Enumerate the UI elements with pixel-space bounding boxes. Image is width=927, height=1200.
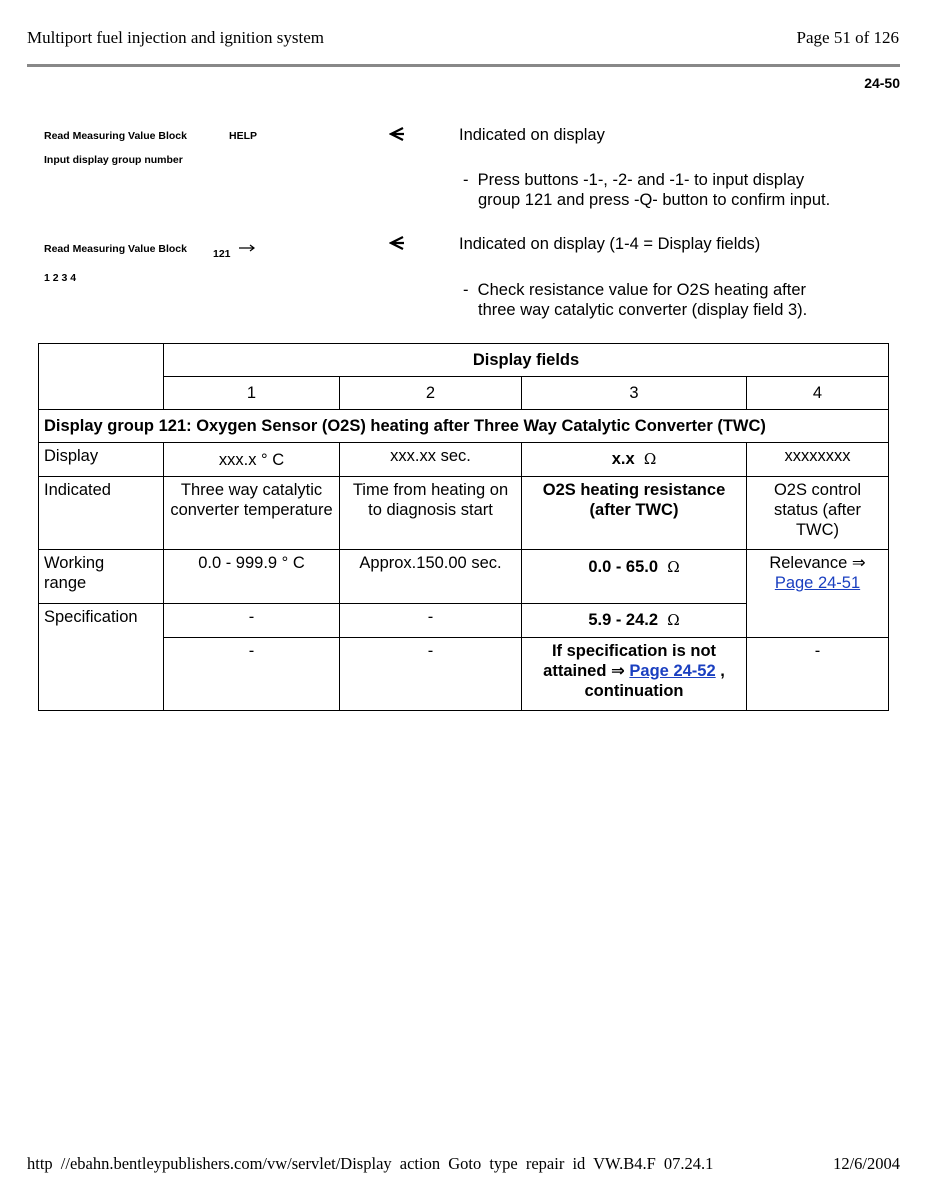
instruction-text-line2: group 121 and press -Q- button to confirm input. xyxy=(478,191,831,209)
not-attained-suffix: , xyxy=(720,662,725,680)
cell-working-3 xyxy=(522,550,747,604)
cell-working-2: Approx.150.00 sec. xyxy=(340,550,522,604)
ohm-unit: Ω xyxy=(667,558,680,576)
display-group-number: 121 xyxy=(213,248,231,260)
display-pointer-icon xyxy=(389,235,405,251)
row-label-line2: range xyxy=(44,574,87,592)
table-row xyxy=(39,638,889,711)
display-group-table xyxy=(38,343,889,711)
indicated-label: Indicated on display xyxy=(459,126,605,144)
header-divider xyxy=(27,64,900,67)
table-row xyxy=(39,550,889,604)
row-label: Display xyxy=(39,443,164,477)
ohm-unit: Ω xyxy=(643,450,657,468)
cell-display-4: xxxxxxxx xyxy=(747,443,889,477)
display-fields-header: Display fields xyxy=(164,344,889,377)
cell-spec-1: - xyxy=(164,604,340,638)
row-label: Indicated xyxy=(39,477,164,550)
display-value: x.x xyxy=(611,450,635,468)
range-value: 0.0 - 65.0 xyxy=(588,558,659,576)
display-line-2: Input display group number xyxy=(44,154,183,166)
table-row xyxy=(39,443,889,477)
spec-value: 5.9 - 24.2 xyxy=(588,611,659,629)
row-label: Specification xyxy=(39,604,164,711)
cell-indicated-2: Time from heating on to diagnosis start xyxy=(340,477,522,550)
footer-url: http //ebahn.bentleypublishers.com/vw/servlet/Display action Goto type repair id VW.B4.F 07.24.1 xyxy=(27,1154,714,1173)
display-line-2: 1 2 3 4 xyxy=(44,272,77,284)
instruction-text-line1: Press buttons -1-, -2- and -1- to input display xyxy=(477,171,805,189)
cell-last-3 xyxy=(522,638,747,711)
column-header: 1 xyxy=(164,377,340,410)
footer-date: 12/6/2004 xyxy=(833,1154,900,1173)
cell-spec-2: - xyxy=(340,604,522,638)
cell-indicated-1: Three way catalytic converter temperature xyxy=(164,477,340,550)
display-line-1: Read Measuring Value Block xyxy=(44,243,187,255)
document-title: Multiport fuel injection and ignition system xyxy=(27,28,324,47)
page-24-51-link[interactable]: Page 24-51 xyxy=(774,574,861,592)
table-corner-cell xyxy=(39,344,164,410)
row-label xyxy=(39,550,164,604)
column-header: 2 xyxy=(340,377,522,410)
cell-last-1: - xyxy=(164,638,340,711)
cell-last-2: - xyxy=(340,638,522,711)
instruction-text-line1: Check resistance value for O2S heating after xyxy=(477,281,807,299)
column-header: 3 xyxy=(522,377,747,410)
table-row xyxy=(39,477,889,550)
cell-indicated-4: O2S control status (after TWC) xyxy=(747,477,889,550)
continuation-text: continuation xyxy=(584,682,684,700)
display-line-1: Read Measuring Value Block xyxy=(44,130,187,142)
section-page-code: 24-50 xyxy=(864,75,900,91)
relevance-text: Relevance ⇒ xyxy=(769,554,866,572)
cell-working-4 xyxy=(747,550,889,638)
indicated-label: Indicated on display (1-4 = Display fields) xyxy=(459,235,761,253)
display-group-title: Display group 121: Oxygen Sensor (O2S) heating after Three Way Catalytic Converter (TWC) xyxy=(39,410,889,443)
display-pointer-icon xyxy=(389,126,405,142)
cell-working-1: 0.0 - 999.9 ° C xyxy=(164,550,340,604)
instruction-item: - Press buttons -1-, -2- and -1- to input display group 121 and press -Q- button to confirm input. xyxy=(463,170,912,210)
page-24-52-link[interactable]: Page 24-52 xyxy=(629,662,716,680)
cell-last-4: - xyxy=(747,638,889,711)
page-number: Page 51 of 126 xyxy=(796,28,899,47)
display-help: HELP xyxy=(229,130,258,142)
cell-display-1: xxx.x ° C xyxy=(164,443,340,477)
instruction-text-line2: three way catalytic converter (display field 3). xyxy=(478,301,808,319)
cell-indicated-3: O2S heating resistance (after TWC) xyxy=(522,477,747,550)
not-attained-line1: If specification is not xyxy=(551,642,717,660)
ohm-unit: Ω xyxy=(667,611,680,629)
not-attained-prefix: attained ⇒ xyxy=(543,662,625,680)
cell-display-3 xyxy=(522,443,747,477)
row-label-line1: Working xyxy=(44,554,105,572)
right-arrow-icon xyxy=(238,243,256,253)
instruction-item: - Check resistance value for O2S heating after three way catalytic converter (display field 3). xyxy=(463,280,912,320)
cell-display-2: xxx.xx sec. xyxy=(340,443,522,477)
column-header: 4 xyxy=(747,377,889,410)
cell-spec-3 xyxy=(522,604,747,638)
